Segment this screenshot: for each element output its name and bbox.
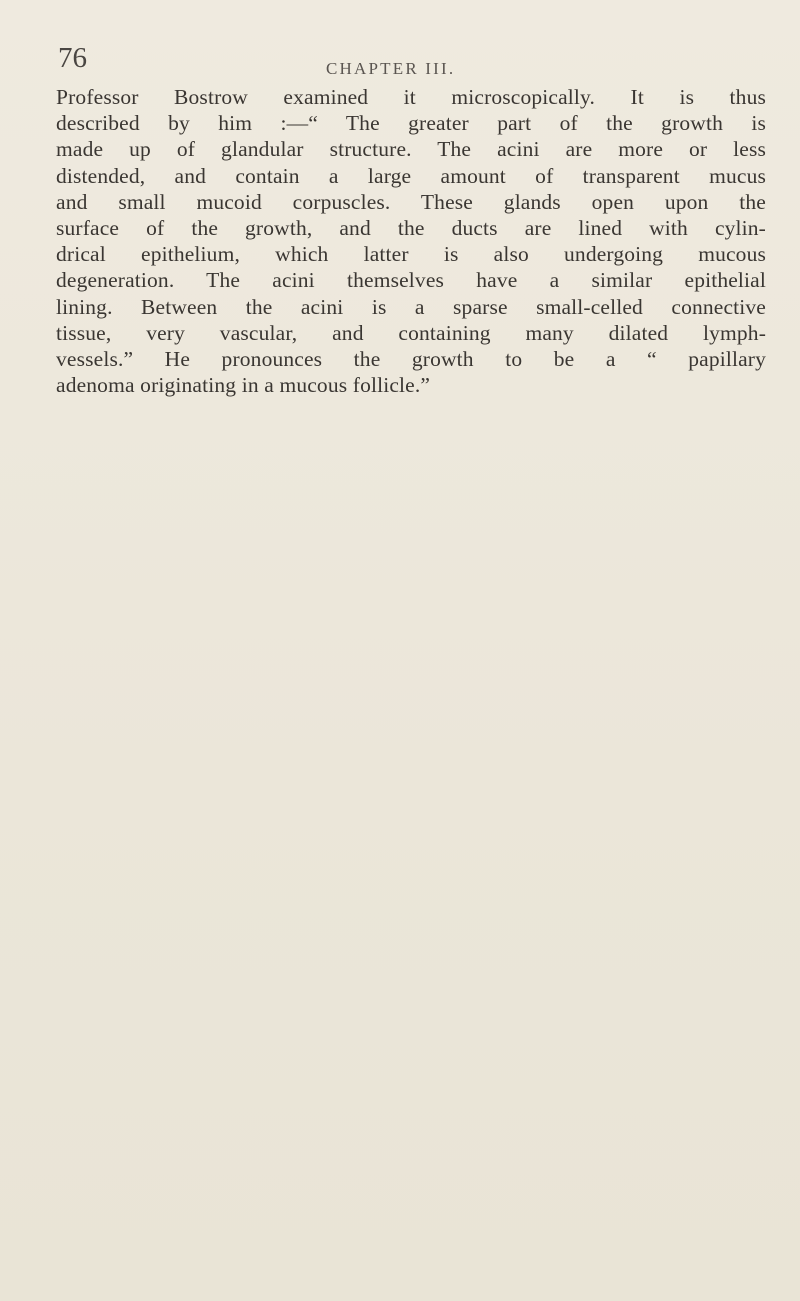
text-line: drical epithelium, which latter is also undergoing mucous: [56, 242, 766, 267]
text-line: and small mucoid corpuscles. These glands open upon the: [56, 189, 766, 214]
page-number: 76: [58, 42, 87, 74]
text-line: made up of glandular structure. The acini are more or less: [56, 137, 766, 162]
text-line-last: adenoma originating in a mucous follicle.”: [56, 373, 431, 398]
text-line: tissue, very vascular, and containing many dilated lymph-: [56, 320, 766, 345]
text-line: Professor Bostrow examined it microscopically. It is thus: [56, 85, 766, 109]
text-line: degeneration. The acini themselves have a similar epithelial: [56, 268, 766, 293]
text-line: lining. Between the acini is a sparse small-celled connective: [56, 294, 766, 319]
text-line: surface of the growth, and the ducts are lined with cylin-: [56, 215, 766, 240]
text-line: vessels.” He pronounces the growth to be a “ papillary: [56, 346, 766, 371]
running-head: CHAPTER III.: [326, 59, 456, 78]
body-paragraph: [56, 84, 766, 398]
text-line: described by him :—“ The greater part of the growth is: [56, 111, 766, 136]
text-line: distended, and contain a large amount of transparent mucus: [56, 163, 766, 188]
